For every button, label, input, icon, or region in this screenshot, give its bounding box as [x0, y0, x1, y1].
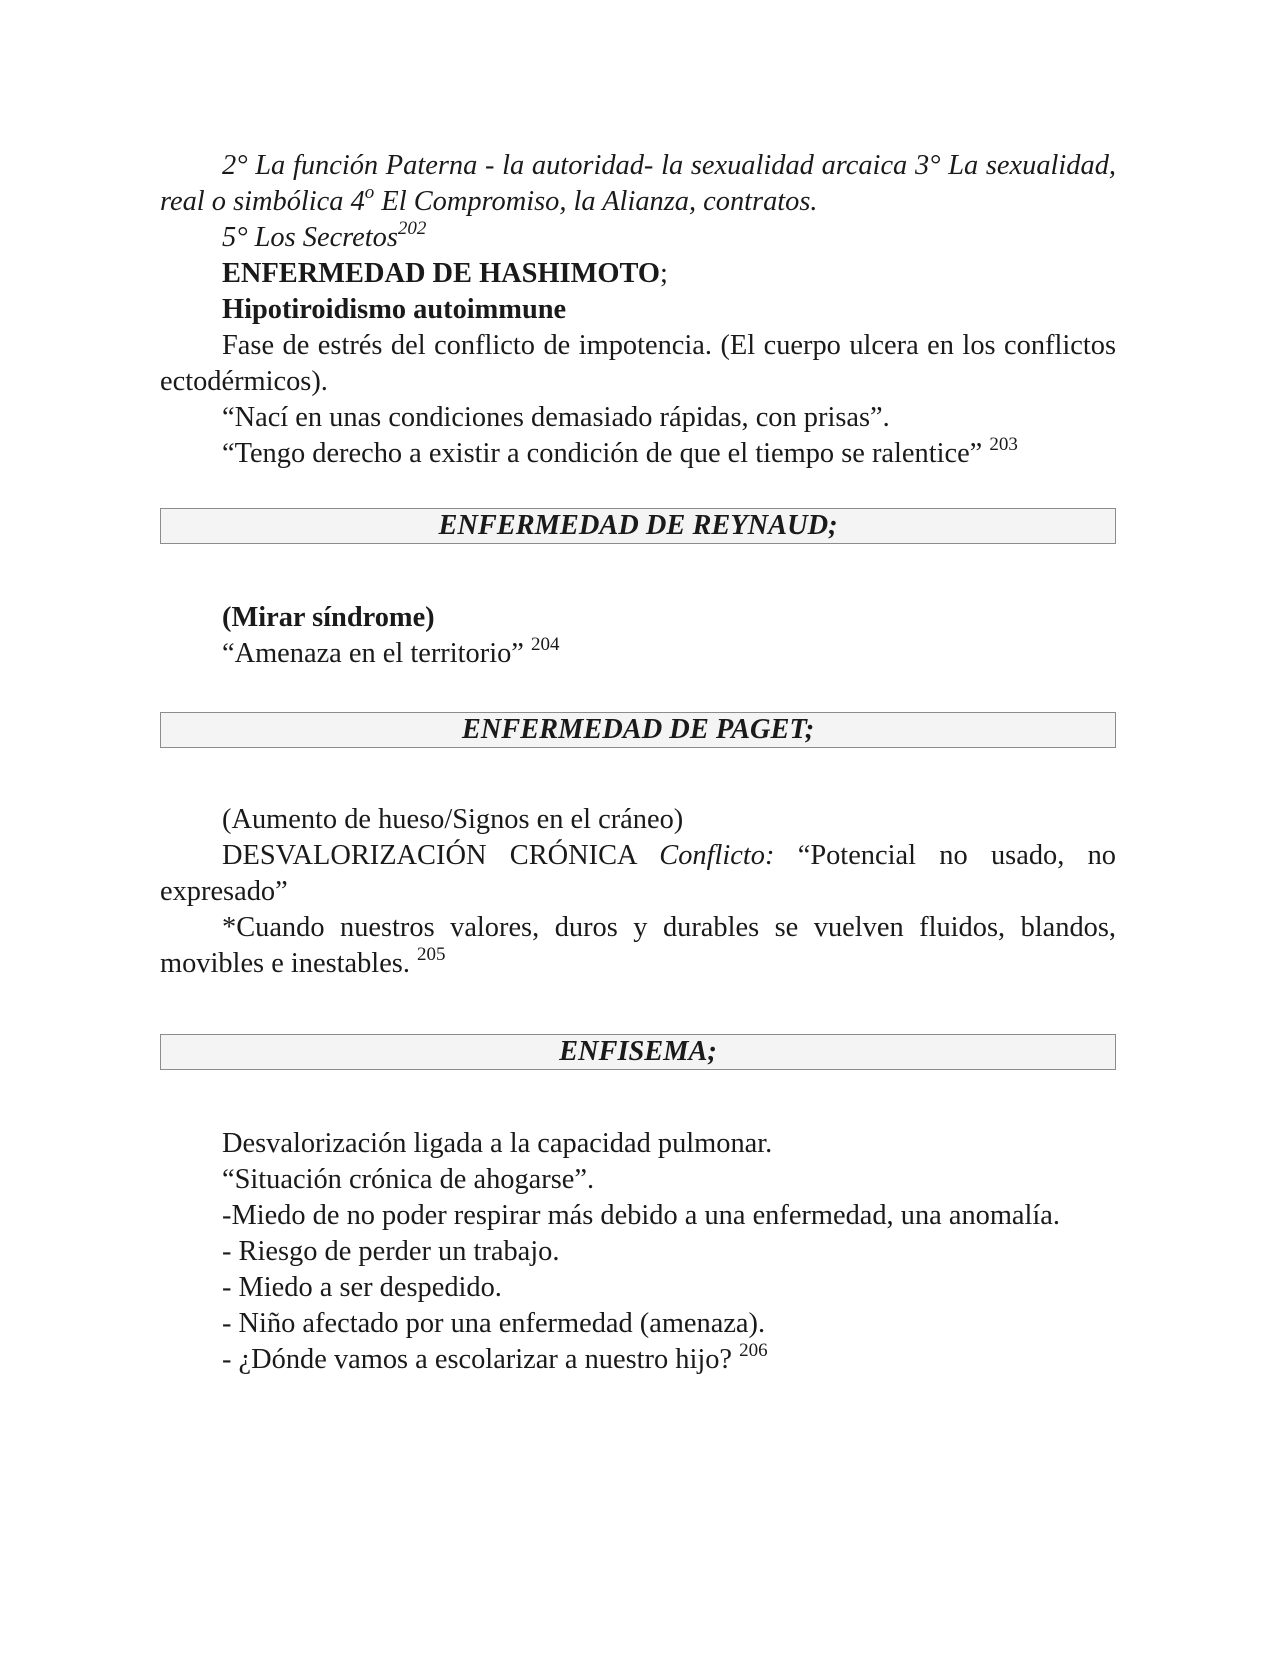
hashimoto-subtitle: Hipotiroidismo autoimmune	[222, 294, 567, 325]
hashimoto-title: ENFERMEDAD DE HASHIMOTO;	[222, 258, 668, 289]
section-heading-enfisema: ENFISEMA;	[160, 1034, 1116, 1070]
intro-paragraph: 2° La función Paterna - la autoridad- la sexualidad arcaica 3° La sexualidad, real o simbólica 4$^o$ El Compromiso, la Alianza, contratos.	[160, 150, 1116, 217]
reynaud-paragraph-1: (Mirar síndrome)	[222, 602, 435, 633]
paget-paragraph-3: *Cuando nuestros valores, duros y durables se vuelven fluidos, blandos, movibles e inestables. $^{205}$	[160, 912, 1116, 979]
section-heading-paget: ENFERMEDAD DE PAGET;	[160, 712, 1116, 748]
enfisema-paragraph-3: -Miedo de no poder respirar más debido a una enfermedad, una anomalía.	[222, 1200, 1060, 1231]
document-page	[160, 148, 1116, 1378]
hashimoto-paragraph-3: “Tengo derecho a existir a condición de que el tiempo se ralentice” $^{203}$	[222, 433, 1018, 469]
paget-paragraph-2: DESVALORIZACIÓN CRÓNICA Conflicto: “Potencial no usado, no expresado”	[160, 840, 1116, 907]
intro-secrets: 5° Los Secretos$^{202}$	[222, 217, 427, 253]
enfisema-list-item: - Riesgo de perder un trabajo.	[222, 1236, 560, 1267]
footnote-202: 202	[397, 217, 427, 239]
hashimoto-paragraph-2: “Nací en unas condiciones demasiado rápidas, con prisas”.	[222, 402, 890, 433]
section-heading-reynaud: ENFERMEDAD DE REYNAUD;	[160, 508, 1116, 544]
hashimoto-paragraph-1: Fase de estrés del conflicto de impotencia. (El cuerpo ulcera en los conflictos ectodérmicos).	[160, 330, 1116, 397]
footnote-203: 203	[989, 433, 1018, 455]
enfisema-paragraph-2: “Situación crónica de ahogarse”.	[222, 1164, 595, 1195]
footnote-205: 205	[417, 943, 446, 965]
footnote-204: 204	[530, 633, 560, 655]
enfisema-list-item: - Niño afectado por una enfermedad (amenaza).	[222, 1308, 766, 1339]
paget-paragraph-1: (Aumento de hueso/Signos en el cráneo)	[222, 804, 684, 835]
enfisema-list-item: - ¿Dónde vamos a escolarizar a nuestro hijo? $^{206}$	[222, 1339, 768, 1375]
superscript-o: o	[364, 181, 375, 203]
reynaud-paragraph-2: “Amenaza en el territorio” $^{204}$	[222, 633, 560, 669]
enfisema-paragraph-1: Desvalorización ligada a la capacidad pulmonar.	[222, 1128, 773, 1159]
enfisema-list-item: - Miedo a ser despedido.	[222, 1272, 502, 1303]
footnote-206: 206	[739, 1339, 768, 1361]
